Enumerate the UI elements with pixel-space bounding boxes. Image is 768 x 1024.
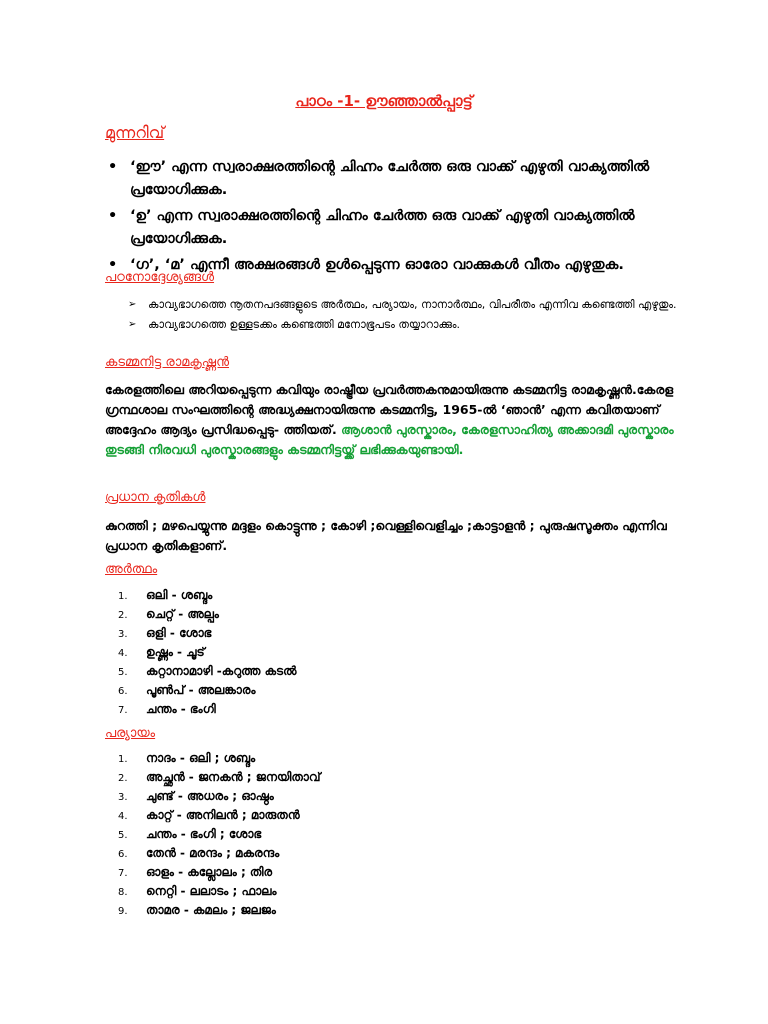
list-item: 4. കാറ്റ് - അനിലൻ ; മാരുതൻ <box>118 808 300 822</box>
bullet-icon: • <box>108 159 118 175</box>
list-item: • ‘ഗ’, ‘മ’ എന്നീ അക്ഷരങ്ങൾ ഉൾപ്പെടുന്ന ഓരോ വാക്കുകൾ വീതം എഴുതുക. <box>100 254 700 277</box>
list-item: 7. ഓളം - കല്ലോലം ; തിര <box>118 865 273 879</box>
list-item: 5. ചന്തം - ഭംഗി ; ശോഭ <box>118 827 262 841</box>
list-item: 3. ഒളി - ശോഭ <box>118 626 212 640</box>
list-item: 2. അച്ഛൻ - ജനകൻ ; ജനയിതാവ് <box>118 770 321 784</box>
prior-knowledge-list <box>100 156 700 280</box>
list-item: 6. പൂൺപ് - അലങ്കാരം <box>118 683 256 697</box>
lesson-title: പാഠം -1- ഊഞ്ഞാൽപ്പാട്ട് <box>295 92 473 110</box>
works-paragraph: കുറത്തി ; മഴപെയ്യുന്നു മദ്ദളം കൊട്ടുന്നു ; കോഴി ;വെള്ളിവെളിച്ചം ;കാട്ടാളൻ ; പുരുഷസൂക്തം എന്നിവ പ്രധാന കൃതികളാണ്. <box>105 518 667 553</box>
list-item: ➢ കാവ്യഭാഗത്തെ നൂതനപദങ്ങളുടെ അർത്ഥം, പര്യായം, നാനാർത്ഥം, വിപരീതം എന്നിവ കണ്ടെത്തി എഴുതും. <box>128 296 688 314</box>
arrow-bullet-icon: ➢ <box>128 319 137 330</box>
author-paragraph <box>105 380 705 460</box>
list-item: • ‘ഉ’ എന്ന സ്വരാക്ഷരത്തിന്റെ ചിഹ്നം ചേർത്ത ഒരു വാക്ക് എഴുതി വാക്യത്തിൽ പ്രയോഗിക്കുക. <box>100 205 700 251</box>
bullet-icon: • <box>108 208 118 224</box>
list-item: 5. കറ്റാനാമാഴി -കറുത്ത കടൽ <box>118 664 297 678</box>
heading-meaning: അർത്ഥം <box>105 562 158 577</box>
heading-prior-knowledge: മുന്നറിവ് <box>105 123 165 142</box>
heading-objectives: പഠനോദ്ദേശ്യങ്ങൾ <box>105 270 215 285</box>
objectives-list <box>128 296 688 336</box>
list-item: 9. താമര - കമലം ; ജലജം <box>118 903 276 917</box>
author-text: കേരളത്തിലെ അറിയപ്പെടുന്ന കവിയും രാഷ്ട്രീയ പ്രവർത്തകനുമായിരുന്നു കടമ്മനിട്ട രാമകൃഷ്ണൻ.കേരള ഗ്രന്ഥശാല സംഘത്തിന്റെ അദ്ധ്യക്ഷനായിരുന്നു കടമ്മനിട്ട, 1965-ൽ ‘ഞാൻ’ എന്ന കവിതയാണ് അദ്ദേഹം ആദ്യം പ്രസിദ്ധപ്പെടു- ത്തിയത്. <box>105 382 674 437</box>
list-item: 1. നാദം - ഒലി ; ശബ്ദം <box>118 751 256 765</box>
list-item: 8. നെറ്റി - ലലാടം ; ഫാലം <box>118 884 277 898</box>
author-awards-text: ആശാൻ പുരസ്കാരം, കേരളസാഹിത്യ അക്കാദമി പുരസ്കാരം തുടങ്ങി നിരവധി പുരസ്കാരങ്ങളും കടമ്മനിട്ടയ്ക്ക് ലഭിക്കുകയുണ്ടായി. <box>105 422 674 457</box>
list-item: 1. ഒലി - ശബ്ദം <box>118 588 213 602</box>
list-item: ➢ കാവ്യഭാഗത്തെ ഉള്ളടക്കം കണ്ടെത്തി മനോഭൂപടം തയ്യാറാക്കും. <box>128 316 688 334</box>
heading-works: പ്രധാന കൃതികൾ <box>105 490 206 505</box>
synonym-list <box>118 749 320 920</box>
list-item: • ‘ഈ’ എന്ന സ്വരാക്ഷരത്തിന്റെ ചിഹ്നം ചേർത്ത ഒരു വാക്ക് എഴുതി വാക്യത്തിൽ പ്രയോഗിക്കുക. <box>100 156 700 202</box>
list-item: 7. ചന്തം - ഭംഗി <box>118 702 216 716</box>
arrow-bullet-icon: ➢ <box>128 299 137 310</box>
heading-synonyms: പര്യായം <box>105 726 156 741</box>
bullet-icon: • <box>108 257 118 273</box>
list-item: 4. ഉഷ്ണം - ചൂട് <box>118 645 205 659</box>
heading-author: കടമ്മനിട്ട രാമകൃഷ്ണൻ <box>105 355 229 370</box>
list-item: 2. ചെറ്റ് - അല്പം <box>118 607 219 621</box>
list-item: 6. തേൻ - മരന്ദം ; മകരന്ദം <box>118 846 280 860</box>
meaning-list <box>118 586 297 719</box>
list-item: 3. ചുണ്ട് - അധരം ; ഓഷ്ഠം <box>118 789 274 803</box>
